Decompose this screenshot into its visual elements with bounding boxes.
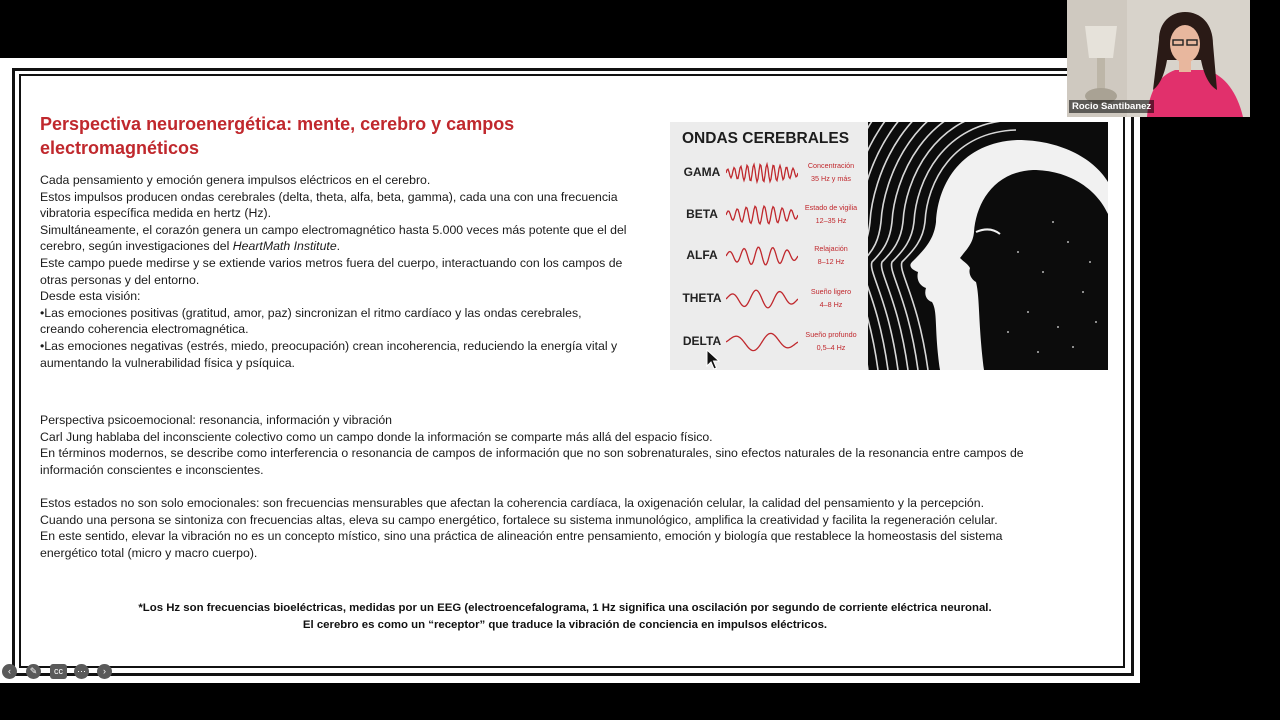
- wave-description: [798, 328, 864, 354]
- heartmath-reference: HeartMath Institute: [232, 239, 337, 254]
- wave-theta-icon: [726, 284, 798, 314]
- wave-row-beta: [670, 198, 868, 234]
- footnote-line: *Los Hz son frecuencias bioeléctricas, medidas por un EEG (electroencefalograma, 1 Hz significa una oscilación por segundo de corriente eléctrica neuronal.: [138, 602, 992, 614]
- wave-name: BETA: [686, 207, 718, 221]
- next-icon[interactable]: ›: [97, 664, 112, 679]
- wave-beta-icon: [726, 200, 798, 230]
- wave-row-gama: [670, 156, 868, 192]
- wave-name: GAMA: [683, 165, 721, 179]
- wave-frequency: 0,5–4 Hz: [816, 343, 846, 352]
- text-line: Carl Jung hablaba del inconsciente colectivo como un campo donde la información se comparte más allá del espacio físico.: [40, 429, 713, 444]
- text-fragment: .: [336, 239, 341, 254]
- prev-icon[interactable]: ‹: [2, 664, 17, 679]
- wave-state: Sueño ligero: [810, 287, 852, 296]
- wave-description: [798, 201, 864, 227]
- wave-frequency: 4–8 Hz: [819, 300, 843, 309]
- more-icon[interactable]: ⋯: [74, 664, 89, 679]
- text-line: •Las emociones negativas (estrés, miedo, preocupación) crean incoherencia, reduciendo la energía vital y: [40, 338, 618, 353]
- wave-frequency: 35 Hz y más: [811, 174, 851, 183]
- wave-name: DELTA: [682, 334, 722, 348]
- presentation-toolbar: [2, 664, 112, 680]
- text-line: creando coherencia electromagnética.: [40, 322, 249, 337]
- text-line: energético total (micro y macro cuerpo).: [40, 545, 258, 560]
- slide-title-line: electromagnéticos: [40, 138, 200, 158]
- wave-row-alfa: [670, 239, 868, 275]
- wave-gama-icon: [726, 158, 798, 188]
- text-line: vibratoria específica medida en hertz (Hz).: [40, 206, 272, 221]
- presentation-slide: [0, 58, 1140, 683]
- participant-name-label: Rocio Santibanez: [1069, 100, 1154, 113]
- wave-frequency: 8–12 Hz: [817, 257, 845, 266]
- brain-waves-image: [670, 122, 1108, 370]
- wave-state: Concentración: [807, 161, 855, 170]
- frequency-paragraph: [40, 495, 1100, 561]
- wave-frequency: 12–35 Hz: [815, 216, 847, 225]
- footnote-line: El cerebro es como un “receptor” que traduce la vibración de conciencia en impulsos eléctricos.: [302, 618, 828, 631]
- text-line: En este sentido, elevar la vibración no es un concepto místico, sino una práctica de alineación entre pensamiento, emoción y biología que restablece la homeostasis del sistema: [40, 529, 1003, 544]
- wave-alfa-icon: [726, 241, 798, 271]
- text-line: otras personas y del entorno.: [40, 272, 200, 287]
- wave-description: [798, 159, 864, 185]
- wave-state: Relajación: [814, 244, 848, 253]
- slide-footnote: [40, 600, 1090, 633]
- text-line: [40, 238, 670, 255]
- text-line: Este campo puede medirse y se extiende varios metros fuera del cuerpo, interactuando con los campos de: [40, 255, 623, 270]
- wave-description: [798, 285, 864, 311]
- pen-icon[interactable]: ✎: [26, 664, 41, 679]
- text-line: información conscientes e inconscientes.: [40, 462, 264, 477]
- text-line: Estos impulsos producen ondas cerebrales (delta, theta, alfa, beta, gamma), cada una con una frecuencia: [40, 189, 618, 204]
- slide-title-line: Perspectiva neuroenergética: mente, cerebro y campos: [40, 114, 515, 134]
- head-silhouette-illustration: [868, 122, 1108, 370]
- mouse-pointer-icon: [706, 349, 720, 371]
- participant-video-tile[interactable]: [1067, 0, 1250, 117]
- wave-state: Estado de vigilia: [804, 203, 858, 212]
- head-profile-icon: [868, 122, 1108, 370]
- text-line: Simultáneamente, el corazón genera un campo electromagnético hasta 5.000 veces más potente que el del: [40, 222, 627, 237]
- wave-state: Sueño profundo: [805, 330, 857, 339]
- psychoemotional-paragraph: [40, 412, 1100, 478]
- captions-icon[interactable]: cc: [50, 664, 67, 679]
- neuroenergetic-paragraph: [40, 172, 670, 371]
- text-line: En términos modernos, se describe como interferencia o resonancia de campos de información que no son sobrenaturales, sino efectos naturales de la resonancia entre campos de: [40, 446, 1024, 461]
- wave-description: [798, 242, 864, 268]
- text-fragment: cerebro, según investigaciones del: [40, 239, 233, 254]
- wave-row-theta: [670, 282, 868, 318]
- slide-title: [40, 112, 600, 160]
- text-line: Estos estados no son solo emocionales: son frecuencias mensurables que afectan la coherencia cardíaca, la oxigenación celular, la calidad del pensamiento y la percepción.: [40, 496, 985, 510]
- wave-delta-icon: [726, 327, 798, 357]
- wave-name: ALFA: [686, 248, 718, 262]
- brain-waves-title: ONDAS CEREBRALES: [682, 130, 850, 147]
- text-line: Cuando una persona se sintoniza con frecuencias altas, eleva su campo energético, fortalece su sistema inmunológico, amplifica la creatividad y facilita la regeneración celular.: [40, 512, 998, 527]
- text-line: Cada pensamiento y emoción genera impulsos eléctricos en el cerebro.: [40, 173, 431, 187]
- brain-waves-legend: [670, 122, 868, 370]
- wave-row-delta: [670, 325, 868, 361]
- text-line: Perspectiva psicoemocional: resonancia, información y vibración: [40, 413, 392, 427]
- text-line: Desde esta visión:: [40, 289, 141, 304]
- text-line: •Las emociones positivas (gratitud, amor, paz) sincronizan el ritmo cardíaco y las ondas cerebrales,: [40, 305, 582, 320]
- text-line: aumentando la vulnerabilidad física y psíquica.: [40, 355, 295, 370]
- wave-name: THETA: [682, 291, 722, 305]
